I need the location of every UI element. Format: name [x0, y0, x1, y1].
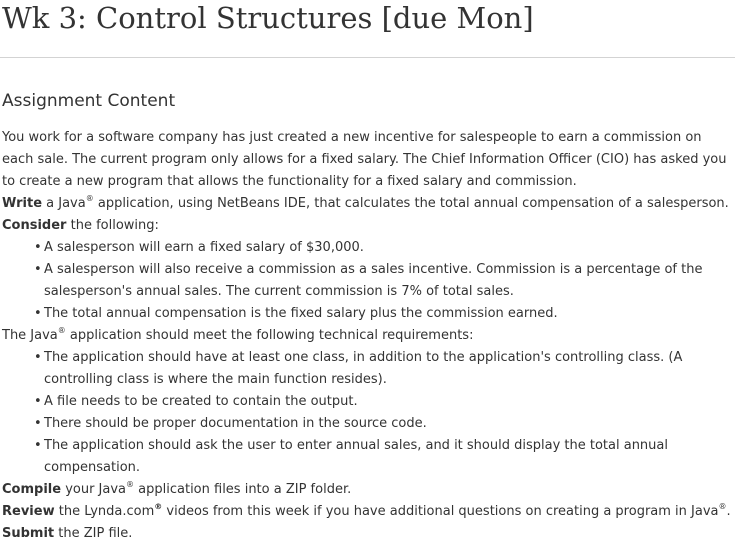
list-item-text: A salesperson will earn a fixed salary of $30,000.	[44, 240, 364, 255]
write-keyword: Write	[2, 196, 43, 211]
list-item-text: The total annual compensation is the fixed salary plus the commission earned.	[44, 306, 558, 321]
list-item	[2, 435, 732, 479]
list-item-text: A salesperson will also receive a commission as a sales incentive. Commission is a percentage of the	[44, 262, 703, 277]
write-text-pre: a Java	[42, 196, 86, 211]
review-keyword: Review	[2, 504, 55, 519]
registered-mark: ®	[85, 194, 94, 203]
list-item	[2, 303, 732, 325]
page-title: Wk 3: Control Structures [due Mon]	[2, 1, 534, 35]
compile-text-post: application files into a ZIP folder.	[134, 482, 352, 497]
review-text-post: .	[726, 504, 731, 519]
compile-text-pre: your Java	[61, 482, 127, 497]
list-item-text: A file needs to be created to contain the output.	[44, 394, 358, 409]
list-item	[2, 259, 732, 303]
list-item-text: The application should have at least one class, in addition to the application's controlling class. (A	[44, 350, 683, 365]
submit-instruction	[2, 523, 732, 545]
consider-text: the following:	[66, 218, 159, 233]
bullet: •	[34, 394, 42, 409]
title-divider	[0, 57, 735, 58]
compile-keyword: Compile	[2, 482, 62, 497]
requirements-list	[2, 347, 732, 479]
write-instruction	[2, 193, 732, 215]
review-text-mid: videos from this week if you have additional questions on creating a program in Java	[162, 504, 719, 519]
write-text-post: application, using NetBeans IDE, that calculates the total annual compensation of a salesperson.	[93, 196, 729, 211]
compile-instruction	[2, 479, 732, 501]
assignment-content-heading: Assignment Content	[2, 91, 176, 111]
list-item-text: There should be proper documentation in the source code.	[44, 416, 427, 431]
list-item	[2, 237, 732, 259]
list-item-text: compensation.	[44, 460, 141, 475]
list-item	[2, 413, 732, 435]
bullet: •	[34, 262, 42, 277]
assignment-body	[2, 127, 732, 545]
intro-line: to create a new program that allows the functionality for a fixed salary and commission.	[2, 174, 577, 189]
list-item-text: controlling class is where the main function resides).	[44, 372, 387, 387]
list-item-text: The application should ask the user to enter annual sales, and it should display the total annual	[44, 438, 668, 453]
bullet: •	[34, 240, 42, 255]
requirements-intro	[2, 325, 732, 347]
registered-mark: ®	[57, 326, 66, 335]
consider-list	[2, 237, 732, 325]
bullet: •	[34, 350, 42, 365]
registered-mark: ®	[126, 480, 135, 489]
review-text-pre: the Lynda.com	[54, 504, 155, 519]
list-item	[2, 391, 732, 413]
list-item-text: salesperson's annual sales. The current commission is 7% of total sales.	[44, 284, 514, 299]
intro-line: You work for a software company has just created a new incentive for salespeople to earn a commission on	[2, 130, 702, 145]
bullet: •	[34, 306, 42, 321]
registered-mark-bold: ®	[154, 502, 163, 511]
bullet: •	[34, 416, 42, 431]
consider-instruction	[2, 215, 732, 237]
review-instruction	[2, 501, 732, 523]
registered-mark: ®	[718, 502, 727, 511]
submit-text: the ZIP file.	[54, 526, 133, 541]
list-item	[2, 347, 732, 391]
submit-keyword: Submit	[2, 526, 55, 541]
bullet: •	[34, 438, 42, 453]
consider-keyword: Consider	[2, 218, 67, 233]
requirements-text-post: application should meet the following technical requirements:	[65, 328, 474, 343]
requirements-text-pre: The Java	[2, 328, 58, 343]
intro-line: each sale. The current program only allows for a fixed salary. The Chief Information Officer (CIO) has asked you	[2, 152, 727, 167]
